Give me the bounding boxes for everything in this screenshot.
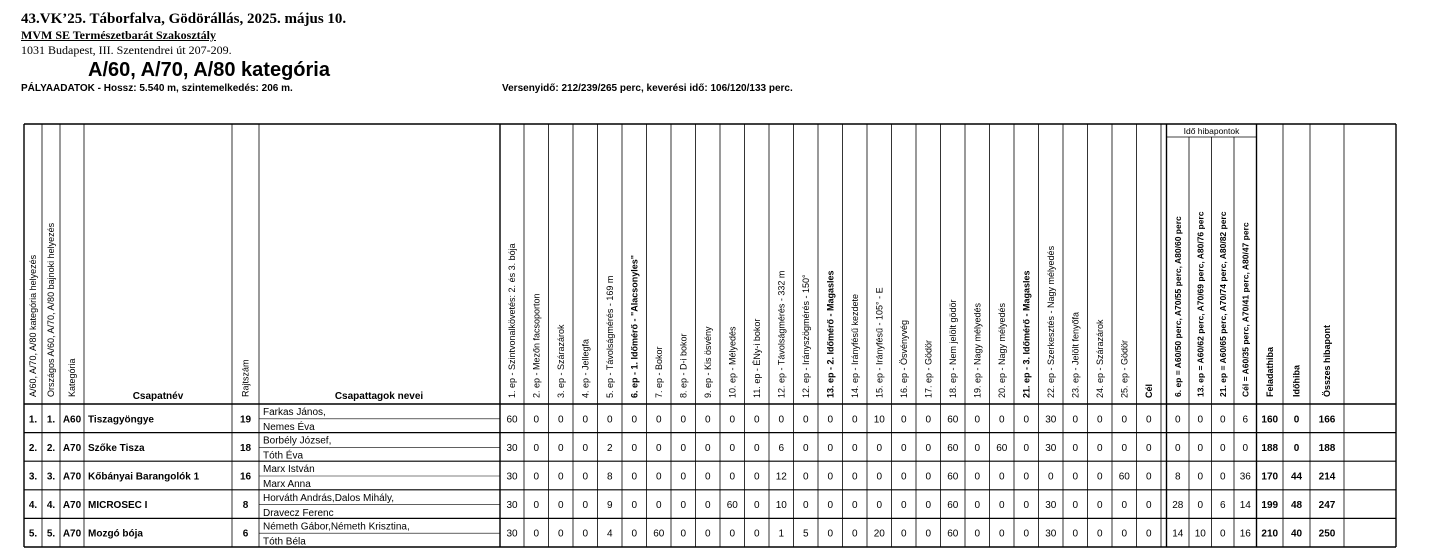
row-station-score: 60 bbox=[1118, 471, 1130, 483]
row-station-score: 0 bbox=[655, 414, 662, 426]
row-station-score: 0 bbox=[827, 414, 834, 426]
header-station-10: 10. ep - Mélyedés bbox=[727, 326, 738, 398]
row-station-score: 0 bbox=[1047, 471, 1054, 483]
header-station-12: 12. ep - Távolságmérés - 332 m bbox=[776, 270, 787, 398]
row-station-score: 1 bbox=[778, 528, 785, 540]
row-time-penalty: 6 bbox=[1242, 414, 1249, 426]
row-time-total: 0 bbox=[1293, 414, 1300, 426]
event-title: 43.VK’25. Táborfalva, Gödörállás, 2025. május 10. bbox=[21, 11, 347, 27]
header-team-name: Csapatnév bbox=[132, 391, 184, 402]
row-time-penalty: 28 bbox=[1172, 500, 1184, 512]
row-station-score: 0 bbox=[753, 471, 760, 483]
row-station-score: 0 bbox=[1145, 414, 1152, 426]
row-station-score: 0 bbox=[974, 528, 981, 540]
row-station-score: 0 bbox=[851, 442, 858, 454]
header-station-13: 12. ep - Irányszögmérés - 150° bbox=[800, 274, 811, 398]
row-station-score: 60 bbox=[506, 414, 518, 426]
row-station-score: 0 bbox=[1145, 528, 1152, 540]
header-time-1: 6. ep = A60/50 perc, A70/55 perc, A80/60 perc bbox=[1172, 216, 1183, 397]
row-station-score: 0 bbox=[1023, 442, 1030, 454]
row-station-score: 0 bbox=[582, 471, 589, 483]
row-category: A70 bbox=[62, 471, 82, 483]
row-station-score: 0 bbox=[557, 442, 564, 454]
row-station-score: 0 bbox=[876, 471, 883, 483]
row-station-score: 0 bbox=[900, 442, 907, 454]
row-station-score: 0 bbox=[1145, 442, 1152, 454]
header-total-1: Feladathiba bbox=[1264, 346, 1275, 397]
row-station-score: 12 bbox=[775, 471, 787, 483]
row-total-points: 247 bbox=[1318, 500, 1336, 512]
row-time-penalty: 0 bbox=[1242, 442, 1249, 454]
header-time-4: Cél = A60/35 perc, A70/41 perc, A80/47 perc bbox=[1240, 222, 1251, 397]
row-task-penalty: 188 bbox=[1261, 442, 1279, 454]
row-member-2: Dravecz Ferenc bbox=[263, 507, 334, 519]
row-station-score: 0 bbox=[998, 528, 1005, 540]
row-bib: 8 bbox=[242, 500, 249, 512]
row-station-score: 0 bbox=[925, 471, 932, 483]
row-station-score: 0 bbox=[606, 414, 613, 426]
row-station-score: 0 bbox=[802, 500, 809, 512]
row-station-score: 0 bbox=[582, 414, 589, 426]
row-time-total: 40 bbox=[1290, 528, 1303, 540]
row-time-penalty: 14 bbox=[1239, 500, 1251, 512]
row-time-penalty: 0 bbox=[1197, 414, 1204, 426]
row-member-2: Tóth Éva bbox=[263, 450, 304, 462]
row-station-score: 0 bbox=[729, 414, 736, 426]
row-member-2: Marx Anna bbox=[263, 479, 311, 491]
header-station-1: 1. ep - Szintvonalkövetés: 2. és 3. bója bbox=[507, 243, 517, 398]
row-station-score: 0 bbox=[704, 471, 711, 483]
row-station-score: 4 bbox=[606, 528, 613, 540]
row-station-score: 6 bbox=[778, 442, 785, 454]
row-station-score: 30 bbox=[506, 442, 518, 454]
row-time-penalty: 10 bbox=[1194, 528, 1206, 540]
row-station-score: 0 bbox=[827, 500, 834, 512]
row-time-penalty: 36 bbox=[1239, 471, 1251, 483]
row-station-score: 0 bbox=[802, 414, 809, 426]
row-time-penalty: 0 bbox=[1219, 414, 1226, 426]
header-station-24: 23. ep - Jelölt fenyőfa bbox=[1070, 311, 1081, 398]
row-station-score: 0 bbox=[851, 500, 858, 512]
row-bib: 16 bbox=[239, 471, 252, 483]
row-station-score: 10 bbox=[873, 414, 885, 426]
row-station-score: 0 bbox=[925, 528, 932, 540]
header-station-20: 19. ep - Nagy mélyedés bbox=[972, 302, 983, 398]
row-station-score: 0 bbox=[1096, 471, 1103, 483]
row-station-score: 0 bbox=[998, 500, 1005, 512]
row-station-score: 0 bbox=[998, 471, 1005, 483]
row-station-score: 0 bbox=[802, 471, 809, 483]
row-station-score: 0 bbox=[1121, 414, 1128, 426]
header-station-6: 6. ep - 1. Időmérő - "Alacsonyles" bbox=[629, 254, 640, 398]
row-station-score: 0 bbox=[1023, 414, 1030, 426]
row-time-penalty: 0 bbox=[1174, 442, 1181, 454]
row-station-score: 0 bbox=[533, 528, 540, 540]
row-station-score: 0 bbox=[1072, 500, 1079, 512]
row-station-score: 0 bbox=[631, 500, 638, 512]
row-station-score: 0 bbox=[925, 442, 932, 454]
row-station-score: 5 bbox=[802, 528, 809, 540]
header-station-5: 5. ep - Távolságmérés - 169 m bbox=[604, 275, 615, 398]
row-station-score: 30 bbox=[506, 500, 518, 512]
row-station-score: 0 bbox=[631, 442, 638, 454]
row-station-score: 0 bbox=[802, 442, 809, 454]
row-station-score: 0 bbox=[582, 442, 589, 454]
header-national-rank: Országos A/60, A/70, A/80 bajnoki helyezés bbox=[46, 222, 56, 397]
row-station-score: 0 bbox=[974, 471, 981, 483]
row-station-score: 60 bbox=[947, 500, 959, 512]
row-time-total: 48 bbox=[1290, 500, 1303, 512]
row-station-score: 0 bbox=[557, 500, 564, 512]
row-station-score: 8 bbox=[606, 471, 613, 483]
row-member-2: Tóth Béla bbox=[263, 536, 306, 548]
row-time-penalty: 0 bbox=[1174, 414, 1181, 426]
header-station-9: 9. ep - Kis ösvény bbox=[702, 326, 713, 398]
row-category: A70 bbox=[62, 528, 82, 540]
row-station-score: 0 bbox=[827, 528, 834, 540]
row-station-score: 0 bbox=[1072, 414, 1079, 426]
row-time-penalty: 0 bbox=[1219, 471, 1226, 483]
row-station-score: 0 bbox=[778, 414, 785, 426]
header-time-2: 13. ep = A60/62 perc, A70/69 perc, A80/76 perc bbox=[1195, 211, 1206, 397]
row-station-score: 0 bbox=[753, 528, 760, 540]
row-station-score: 0 bbox=[827, 471, 834, 483]
row-team-name: Kőbányai Barangolók 1 bbox=[88, 471, 200, 483]
row-member-1: Horváth András,Dalos Mihály, bbox=[263, 492, 394, 504]
row-station-score: 60 bbox=[947, 528, 959, 540]
row-station-score: 0 bbox=[851, 471, 858, 483]
row-station-score: 0 bbox=[680, 528, 687, 540]
row-member-1: Németh Gábor,Németh Krisztina, bbox=[263, 521, 410, 533]
row-time-penalty: 14 bbox=[1172, 528, 1184, 540]
row-station-score: 0 bbox=[557, 414, 564, 426]
row-station-score: 0 bbox=[1096, 414, 1103, 426]
row-national-rank: 4. bbox=[46, 500, 56, 512]
header-station-25: 24. ep - Szárazárok bbox=[1094, 319, 1105, 398]
row-time-penalty: 0 bbox=[1219, 528, 1226, 540]
row-time-penalty: 8 bbox=[1174, 471, 1181, 483]
table-row bbox=[29, 464, 1336, 490]
row-station-score: 0 bbox=[729, 442, 736, 454]
row-station-score: 30 bbox=[1045, 528, 1057, 540]
header-total-2: Időhiba bbox=[1291, 365, 1302, 397]
row-station-score: 0 bbox=[655, 442, 662, 454]
row-station-score: 0 bbox=[1145, 500, 1152, 512]
row-station-score: 0 bbox=[631, 471, 638, 483]
row-station-score: 0 bbox=[974, 442, 981, 454]
row-bib: 18 bbox=[239, 442, 252, 454]
header-station-15: 14. ep - Irányfésű kezdete bbox=[849, 293, 860, 398]
category-title: A/60, A/70, A/80 kategória bbox=[88, 59, 330, 81]
header-time-group: Idő hibapontok bbox=[1183, 126, 1240, 136]
row-station-score: 60 bbox=[947, 471, 959, 483]
header-station-2: 2. ep - Mezőn facsoporton bbox=[531, 293, 542, 398]
row-station-score: 0 bbox=[582, 528, 589, 540]
header-bib: Rajtszám bbox=[240, 359, 251, 397]
header-time-3: 21. ep = A60/65 perc, A70/74 perc, A80/82 perc bbox=[1217, 211, 1228, 397]
row-category: A70 bbox=[62, 500, 82, 512]
row-station-score: 60 bbox=[653, 528, 665, 540]
row-member-2: Nemes Éva bbox=[263, 422, 315, 433]
row-station-score: 0 bbox=[1121, 500, 1128, 512]
header-category-rank: A/60, A/70, A/80 kategória helyezés bbox=[28, 254, 38, 397]
row-station-score: 0 bbox=[1072, 528, 1079, 540]
row-station-score: 0 bbox=[925, 414, 932, 426]
row-station-score: 20 bbox=[873, 528, 885, 540]
header-station-8: 8. ep - D-i bokor bbox=[678, 333, 689, 398]
row-national-rank: 3. bbox=[46, 471, 56, 483]
club-address: 1031 Budapest, III. Szentendrei út 207-209. bbox=[21, 43, 232, 57]
header-category: Kategória bbox=[67, 358, 77, 397]
row-station-score: 0 bbox=[900, 528, 907, 540]
row-station-score: 0 bbox=[533, 414, 540, 426]
row-time-penalty: 0 bbox=[1197, 442, 1204, 454]
row-station-score: 9 bbox=[606, 500, 613, 512]
row-task-penalty: 160 bbox=[1261, 414, 1279, 426]
row-station-score: 0 bbox=[704, 414, 711, 426]
table-row bbox=[29, 493, 1336, 519]
row-station-score: 0 bbox=[925, 500, 932, 512]
header-station-7: 7. ep - Bokor bbox=[653, 346, 664, 398]
row-station-score: 2 bbox=[606, 442, 613, 454]
row-total-points: 188 bbox=[1318, 442, 1336, 454]
table-row bbox=[29, 436, 1336, 462]
row-rank: 1. bbox=[28, 414, 38, 426]
row-station-score: 30 bbox=[506, 471, 518, 483]
row-station-score: 60 bbox=[726, 500, 738, 512]
row-member-1: Marx István bbox=[263, 464, 315, 476]
row-time-total: 0 bbox=[1293, 442, 1300, 454]
row-national-rank: 1. bbox=[46, 414, 56, 426]
row-station-score: 0 bbox=[655, 471, 662, 483]
row-station-score: 0 bbox=[1072, 471, 1079, 483]
row-rank: 4. bbox=[28, 500, 38, 512]
row-station-score: 0 bbox=[680, 414, 687, 426]
row-station-score: 0 bbox=[1096, 500, 1103, 512]
race-timing: Versenyidő: 212/239/265 perc, keverési idő: 106/120/133 perc. bbox=[502, 83, 793, 94]
row-station-score: 0 bbox=[582, 500, 589, 512]
header-station-21: 20. ep - Nagy mélyedés bbox=[996, 302, 1007, 398]
row-station-score: 30 bbox=[1045, 442, 1057, 454]
header-station-26: 25. ep - Gödör bbox=[1119, 339, 1130, 398]
row-category: A60 bbox=[62, 414, 82, 426]
row-station-score: 10 bbox=[775, 500, 787, 512]
row-team-name: Tiszagyöngye bbox=[88, 414, 154, 426]
row-rank: 3. bbox=[28, 471, 38, 483]
club-name: MVM SE Természetbarát Szakosztály bbox=[21, 28, 216, 42]
row-station-score: 60 bbox=[996, 442, 1008, 454]
row-bib: 19 bbox=[239, 414, 252, 426]
row-station-score: 0 bbox=[631, 528, 638, 540]
header-station-14: 13. ep - 2. Időmérő - Magasles bbox=[825, 270, 836, 398]
row-station-score: 60 bbox=[947, 442, 959, 454]
row-station-score: 0 bbox=[680, 471, 687, 483]
row-time-penalty: 6 bbox=[1219, 500, 1226, 512]
row-station-score: 0 bbox=[1072, 442, 1079, 454]
row-category: A70 bbox=[62, 442, 82, 454]
row-station-score: 0 bbox=[1096, 528, 1103, 540]
row-total-points: 166 bbox=[1318, 414, 1336, 426]
row-time-penalty: 16 bbox=[1239, 528, 1251, 540]
row-rank: 2. bbox=[28, 442, 38, 454]
row-station-score: 0 bbox=[1023, 500, 1030, 512]
table-row bbox=[29, 407, 1336, 433]
row-station-score: 0 bbox=[876, 500, 883, 512]
header-station-3: 3. ep - Szárazárok bbox=[555, 324, 566, 398]
row-station-score: 0 bbox=[680, 500, 687, 512]
row-station-score: 0 bbox=[1121, 442, 1128, 454]
row-station-score: 0 bbox=[900, 500, 907, 512]
header-station-11: 11. ep - ÉNy-i bokor bbox=[751, 318, 762, 398]
row-time-penalty: 0 bbox=[1219, 442, 1226, 454]
header-station-19: 18. ep - Nem jelölt gödör bbox=[947, 299, 958, 398]
header-station-18: 17. ep - Gödör bbox=[923, 339, 934, 398]
row-member-1: Farkas János, bbox=[263, 407, 326, 418]
row-national-rank: 2. bbox=[46, 442, 56, 454]
row-station-score: 30 bbox=[1045, 500, 1057, 512]
row-station-score: 0 bbox=[533, 471, 540, 483]
header-station-23: 22. ep - Szerkesztés - Nagy mélyedés bbox=[1045, 245, 1056, 398]
row-national-rank: 5. bbox=[46, 528, 56, 540]
row-time-penalty: 0 bbox=[1197, 500, 1204, 512]
row-station-score: 0 bbox=[900, 414, 907, 426]
row-station-score: 0 bbox=[1121, 528, 1128, 540]
row-station-score: 0 bbox=[974, 500, 981, 512]
row-station-score: 0 bbox=[753, 500, 760, 512]
course-data: PÁLYAADATOK - Hossz: 5.540 m, szintemelkedés: 206 m. bbox=[21, 83, 293, 94]
row-station-score: 0 bbox=[704, 528, 711, 540]
row-member-1: Borbély József, bbox=[263, 435, 332, 447]
header-station-27: Cél bbox=[1143, 383, 1154, 398]
row-total-points: 214 bbox=[1318, 471, 1336, 483]
row-task-penalty: 170 bbox=[1261, 471, 1279, 483]
row-station-score: 0 bbox=[851, 414, 858, 426]
row-station-score: 30 bbox=[1045, 414, 1057, 426]
row-station-score: 0 bbox=[704, 500, 711, 512]
table-row bbox=[29, 521, 1336, 547]
row-station-score: 0 bbox=[1145, 471, 1152, 483]
header-station-22: 21. ep - 3. Időmérő - Magasles bbox=[1021, 270, 1032, 398]
row-team-name: Mozgó bója bbox=[88, 528, 143, 540]
row-station-score: 0 bbox=[1023, 528, 1030, 540]
row-station-score: 0 bbox=[974, 414, 981, 426]
row-station-score: 0 bbox=[998, 414, 1005, 426]
row-team-name: MICROSEC I bbox=[88, 500, 148, 512]
row-station-score: 0 bbox=[1096, 442, 1103, 454]
row-station-score: 0 bbox=[827, 442, 834, 454]
row-bib: 6 bbox=[242, 528, 249, 540]
row-station-score: 0 bbox=[655, 500, 662, 512]
row-time-total: 44 bbox=[1290, 471, 1303, 483]
row-station-score: 60 bbox=[947, 414, 959, 426]
row-station-score: 0 bbox=[753, 414, 760, 426]
row-station-score: 0 bbox=[557, 471, 564, 483]
row-station-score: 0 bbox=[533, 500, 540, 512]
row-time-penalty: 0 bbox=[1197, 471, 1204, 483]
row-station-score: 0 bbox=[851, 528, 858, 540]
row-task-penalty: 199 bbox=[1261, 500, 1279, 512]
row-station-score: 0 bbox=[557, 528, 564, 540]
row-station-score: 0 bbox=[900, 471, 907, 483]
row-station-score: 0 bbox=[729, 471, 736, 483]
row-station-score: 0 bbox=[1023, 471, 1030, 483]
row-task-penalty: 210 bbox=[1261, 528, 1279, 540]
row-station-score: 0 bbox=[680, 442, 687, 454]
row-station-score: 30 bbox=[506, 528, 518, 540]
row-station-score: 0 bbox=[876, 442, 883, 454]
header-station-17: 16. ep - Ösvényvég bbox=[898, 319, 909, 398]
row-rank: 5. bbox=[28, 528, 38, 540]
row-station-score: 0 bbox=[753, 442, 760, 454]
header-total-3: Összes hibapont bbox=[1322, 324, 1332, 397]
header-members: Csapattagok nevei bbox=[334, 391, 424, 402]
row-total-points: 250 bbox=[1318, 528, 1336, 540]
row-station-score: 0 bbox=[533, 442, 540, 454]
row-team-name: Szőke Tisza bbox=[88, 442, 145, 454]
header-station-16: 15. ep - Irányfésű - 105° - E bbox=[874, 287, 885, 398]
header-station-4: 4. ep - Jellegfa bbox=[580, 338, 591, 398]
row-station-score: 0 bbox=[631, 414, 638, 426]
row-station-score: 0 bbox=[704, 442, 711, 454]
row-station-score: 0 bbox=[729, 528, 736, 540]
